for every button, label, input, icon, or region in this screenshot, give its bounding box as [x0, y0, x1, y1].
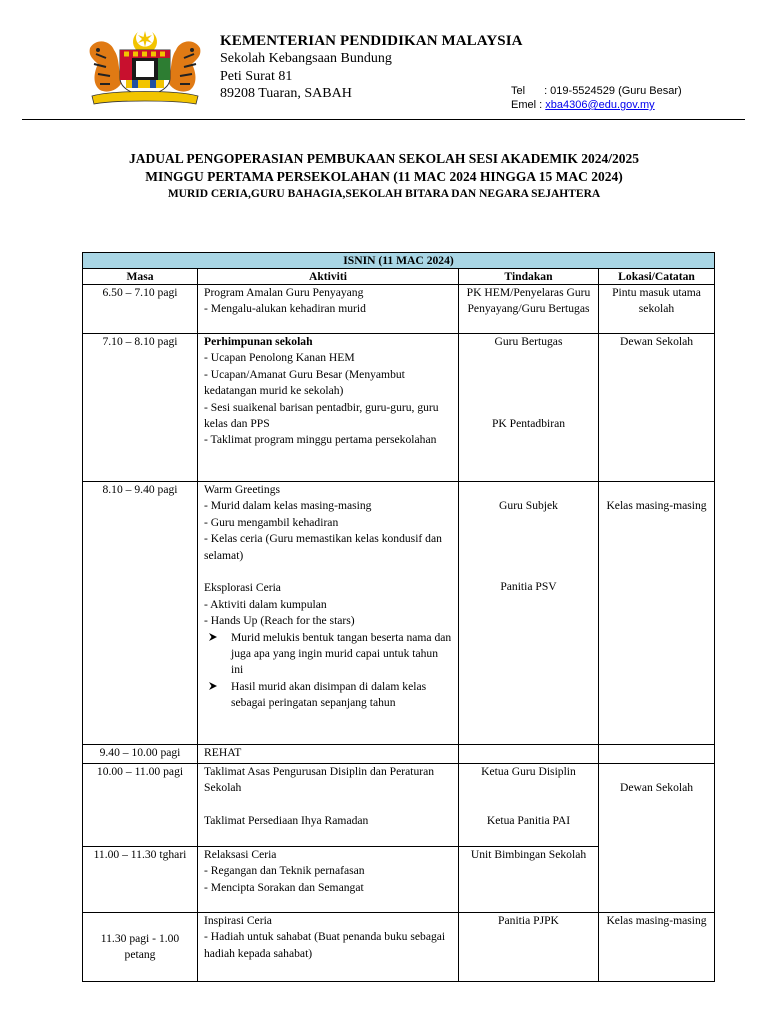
day-header-row	[83, 253, 715, 269]
bullet-item	[204, 630, 452, 679]
day-header: ISNIN (11 MAC 2024)	[83, 253, 715, 269]
tindakan-cell: Unit Bimbingan Sekolah	[459, 847, 599, 913]
col-header-masa: Masa	[83, 269, 198, 285]
header-divider	[22, 119, 745, 120]
tindakan-line: Ketua Guru Disiplin	[481, 765, 576, 778]
table-row	[83, 334, 715, 482]
aktiviti-line: - Taklimat program minggu pertama persekolahan	[204, 433, 437, 447]
malaysia-coat-of-arms-icon	[84, 28, 206, 110]
tindakan-cell	[459, 334, 599, 482]
blank-line	[204, 564, 452, 580]
lokasi-cell	[599, 482, 715, 745]
lokasi-cell: Kelas masing-masing	[599, 913, 715, 982]
title-line-1: JADUAL PENGOPERASIAN PEMBUKAAN SEKOLAH SESI AKADEMIK 2024/2025	[128, 151, 640, 166]
aktiviti-line: - Kelas ceria (Guru memastikan kelas kondusif dan selamat)	[204, 532, 442, 562]
masa-cell: 8.10 – 9.40 pagi	[83, 482, 198, 745]
aktiviti-line: - Aktiviti dalam kumpulan	[204, 597, 327, 611]
bullet-text: Hasil murid akan disimpan di dalam kelas sebagai peringatan sepanjang tahun	[231, 679, 427, 710]
address: 89208 Tuaran, SABAH	[220, 86, 352, 101]
aktiviti-line: - Sesi suaikenal barisan pentadbir, guru-guru, guru kelas dan PPS	[204, 400, 439, 431]
aktiviti-line: - Ucapan Penolong Kanan HEM	[204, 351, 355, 365]
tindakan-cell: Panitia PJPK	[459, 913, 599, 982]
lokasi-line: Dewan Sekolah	[619, 781, 694, 794]
table-row	[83, 913, 715, 982]
masa-cell: 10.00 – 11.00 pagi	[83, 764, 198, 847]
col-header-aktiviti: Aktiviti	[198, 269, 459, 285]
col-header-lokasi: Lokasi/Catatan	[599, 269, 715, 285]
bullet-text: Murid melukis bentuk tangan beserta nama dan juga apa yang ingin murid capai untuk tahun ini	[231, 630, 452, 677]
aktiviti-line: Taklimat Asas Pengurusan Disiplin dan Peraturan Sekolah	[204, 765, 435, 795]
table-row	[83, 482, 715, 745]
aktiviti-cell	[198, 482, 459, 745]
tindakan-line: Ketua Panitia PAI	[486, 814, 571, 828]
aktiviti-line: Taklimat Persediaan Ihya Ramadan	[204, 813, 369, 827]
masa-cell: 11.30 pagi - 1.00 petang	[83, 913, 198, 982]
aktiviti-cell	[198, 285, 459, 334]
document-titles	[0, 150, 768, 202]
table-row	[83, 285, 715, 334]
tindakan-cell: PK HEM/Penyelaras Guru Penyayang/Guru Bertugas	[459, 285, 599, 334]
tindakan-cell	[459, 745, 599, 764]
organization-block	[220, 32, 523, 103]
email-label: Emel :	[511, 99, 543, 111]
tel-value: : 019-5524529 (Guru Besar)	[544, 85, 682, 97]
aktiviti-line: - Hands Up (Reach for the stars)	[204, 614, 355, 628]
tindakan-line: Guru Subjek	[499, 499, 558, 512]
masa-cell: 7.10 – 8.10 pagi	[83, 334, 198, 482]
aktiviti-line: Warm Greetings	[204, 483, 281, 496]
col-header-tindakan: Tindakan	[459, 269, 599, 285]
aktiviti-line: - Mengalu-alukan kehadiran murid	[204, 302, 366, 316]
aktiviti-line: - Ucapan/Amanat Guru Besar (Menyambut kedatangan murid ke sekolah)	[204, 367, 405, 398]
tindakan-line: PK Pentadbiran	[491, 417, 566, 431]
contact-block	[511, 84, 682, 112]
tindakan-cell	[459, 482, 599, 745]
aktiviti-line: Eksplorasi Ceria	[204, 581, 281, 595]
aktiviti-line: Inspirasi Ceria	[204, 914, 272, 927]
school-name: Sekolah Kebangsaan Bundung	[220, 51, 392, 66]
masa-cell: 9.40 – 10.00 pagi	[83, 745, 198, 764]
email-link[interactable]: xba4306@edu.gov.my	[545, 99, 655, 111]
title-line-3: MURID CERIA,GURU BAHAGIA,SEKOLAH BITARA DAN NEGARA SEJAHTERA	[167, 188, 601, 200]
aktiviti-cell	[198, 764, 459, 847]
column-header-row	[83, 269, 715, 285]
table-row	[83, 745, 715, 764]
aktiviti-line: - Hadiah untuk sahabat (Buat penanda buku sebagai hadiah kepada sahabat)	[204, 930, 446, 960]
masa-cell: 6.50 – 7.10 pagi	[83, 285, 198, 334]
schedule-table	[82, 252, 715, 982]
lokasi-cell	[599, 764, 715, 913]
aktiviti-line: - Murid dalam kelas masing-masing	[204, 499, 372, 513]
tel-label: Tel	[511, 85, 526, 97]
aktiviti-cell	[198, 334, 459, 482]
aktiviti-cell	[198, 913, 459, 982]
lokasi-cell: Pintu masuk utama sekolah	[599, 285, 715, 334]
aktiviti-line: - Mencipta Sorakan dan Semangat	[204, 880, 364, 894]
lokasi-line: Kelas masing-masing	[606, 499, 707, 512]
arrow-bullet-icon	[208, 630, 218, 646]
aktiviti-title: Perhimpunan sekolah	[204, 335, 313, 348]
aktiviti-line: Relaksasi Ceria	[204, 848, 277, 861]
aktiviti-cell	[198, 847, 459, 913]
aktiviti-line: - Regangan dan Teknik pernafasan	[204, 864, 365, 878]
arrow-bullet-icon	[208, 679, 218, 695]
email-row	[511, 98, 682, 112]
po-box: Peti Surat 81	[220, 68, 293, 84]
lokasi-cell: Dewan Sekolah	[599, 334, 715, 482]
tindakan-cell	[459, 764, 599, 847]
org-title: KEMENTERIAN PENDIDIKAN MALAYSIA	[220, 33, 523, 49]
table-row	[83, 764, 715, 847]
aktiviti-cell: REHAT	[198, 745, 459, 764]
bullet-item	[204, 679, 452, 712]
tel-row	[511, 84, 682, 98]
tindakan-line: Guru Bertugas	[494, 335, 563, 348]
lokasi-cell	[599, 745, 715, 764]
tindakan-line: Panitia PSV	[500, 580, 557, 594]
title-line-2: MINGGU PERTAMA PERSEKOLAHAN (11 MAC 2024 HINGGA 15 MAC 2024)	[145, 169, 623, 184]
masa-cell: 11.00 – 11.30 tghari	[83, 847, 198, 913]
aktiviti-line: Program Amalan Guru Penyayang	[204, 286, 364, 299]
aktiviti-line: - Guru mengambil kehadiran	[204, 515, 339, 529]
